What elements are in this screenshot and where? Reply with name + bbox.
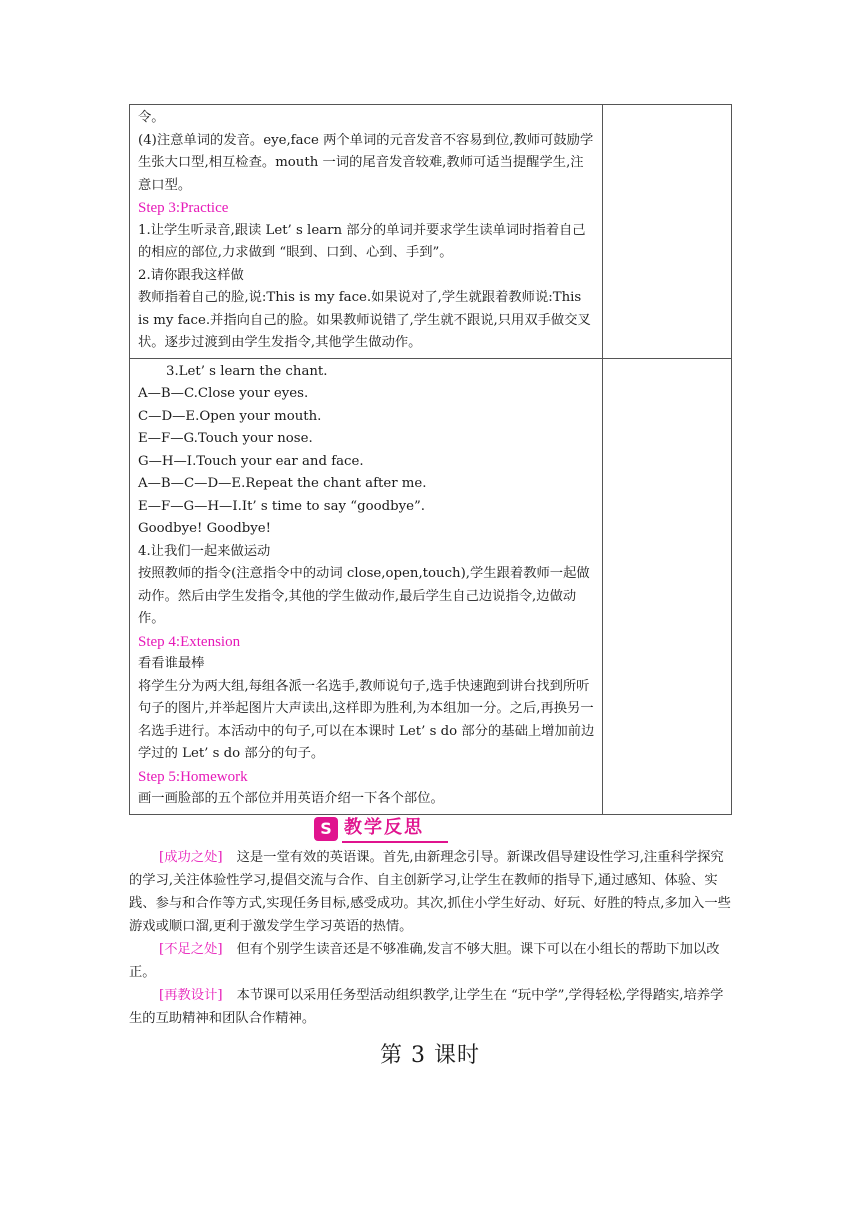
step3-heading: Step 3:Practice bbox=[138, 200, 229, 216]
lesson-plan-table bbox=[129, 104, 732, 815]
reflection-banner bbox=[314, 816, 448, 842]
practice-item-1: 1.让学生听录音,跟读 Let’ s learn 部分的单词并要求学生读单词时指着自己的相应的部位,力求做到 “眼到、口到、心到、手到”。 bbox=[138, 222, 586, 260]
homework-text: 画一画脸部的五个部位并用英语介绍一下各个部位。 bbox=[138, 791, 444, 806]
step5-heading: Step 5:Homework bbox=[138, 768, 248, 785]
exercise-item-4-body: 按照教师的指令(注意指令中的动词 close,open,touch),学生跟着教师一起做动作。然后由学生发指令,其他的学生做动作,最后学生自己边说指令,边做动作。 bbox=[138, 566, 590, 626]
chant-line: Goodbye! Goodbye! bbox=[138, 521, 271, 536]
success-paragraph bbox=[129, 846, 733, 938]
chant-line: G—H—I.Touch your ear and face. bbox=[138, 453, 364, 469]
game-body: 将学生分为两大组,每组各派一名选手,教师说句子,选手快速跑到讲台找到所听句子的图片,并举起图片大声读出,这样即为胜利,为本组加一分。之后,再换另一名选手进行。本活动中的句子,可以在本课时 Let’ s do 部分的基础上增加前边学过的 Let’ s do 部分的句子。 bbox=[138, 678, 595, 761]
step4-heading: Step 4:Extension bbox=[138, 633, 241, 650]
reflection-section bbox=[129, 846, 733, 1030]
exercise-item-4-title: 4.让我们一起来做运动 bbox=[138, 543, 271, 559]
success-tag: [成功之处] bbox=[159, 850, 223, 865]
table-row bbox=[130, 358, 732, 814]
weakness-tag: [不足之处] bbox=[159, 942, 223, 957]
pronunciation-note: (4)注意单词的发音。eye,face 两个单词的元音发音不容易到位,教师可鼓励学生张大口型,相互检查。mouth 一词的尾音发音较难,教师可适当提醒学生,注意口型。 bbox=[138, 132, 594, 193]
reflection-title: 教学反思 bbox=[344, 817, 424, 838]
redesign-paragraph bbox=[129, 984, 733, 1030]
chant-line: A—B—C.Close your eyes. bbox=[138, 386, 309, 401]
practice-item-2-title: 2.请你跟我这样做 bbox=[138, 267, 244, 283]
table-row bbox=[130, 105, 732, 359]
chant-line: A—B—C—D—E.Repeat the chant after me. bbox=[138, 476, 427, 491]
banner-underline bbox=[342, 841, 448, 843]
success-text: 这是一堂有效的英语课。首先,由新理念引导。新课改倡导建设性学习,注重科学探究的学习,关注体验性学习,提倡交流与合作、自主创新学习,让学生在教师的指导下,通过感知、体验、实践、参与和合作等方式,实现任务目标,感受成功。其次,抓住小学生好动、好玩、好胜的特点,多加入一些游戏或顺口溜,更利于激发学生学习英语的热情。 bbox=[129, 850, 731, 934]
redesign-tag: [再教设计] bbox=[159, 988, 223, 1003]
weakness-paragraph bbox=[129, 938, 733, 984]
procedure-cell bbox=[130, 358, 603, 814]
redesign-text: 本节课可以采用任务型活动组织教学,让学生在 “玩中学”,学得轻松,学得踏实,培养学生的互助精神和团队合作精神。 bbox=[129, 988, 724, 1026]
lesson-heading: 第 3 课时 bbox=[380, 1043, 480, 1068]
game-title: 看看谁最棒 bbox=[138, 656, 205, 671]
chant-line: C—D—E.Open your mouth. bbox=[138, 408, 322, 424]
notes-cell bbox=[603, 358, 732, 814]
notes-cell bbox=[603, 105, 732, 359]
practice-item-2-body: 教师指着自己的脸,说:This is my face.如果说对了,学生就跟着教师说:This is my face.并指向自己的脸。如果教师说错了,学生就不跟说,只用双手做交叉状。逐步过渡到由学生发指令,其他学生做动作。 bbox=[138, 290, 591, 350]
chant-line: E—F—G—H—I.It’ s time to say “goodbye”. bbox=[138, 498, 426, 514]
chant-title: 3.Let’ s learn the chant. bbox=[166, 363, 328, 379]
procedure-cell bbox=[130, 105, 603, 359]
line-continuation: 令。 bbox=[138, 110, 165, 125]
chant-line: E—F—G.Touch your nose. bbox=[138, 431, 313, 446]
weakness-text: 但有个别学生读音还是不够准确,发言不够大胆。课下可以在小组长的帮助下加以改正。 bbox=[129, 942, 720, 980]
section-logo-icon: S bbox=[314, 817, 338, 841]
